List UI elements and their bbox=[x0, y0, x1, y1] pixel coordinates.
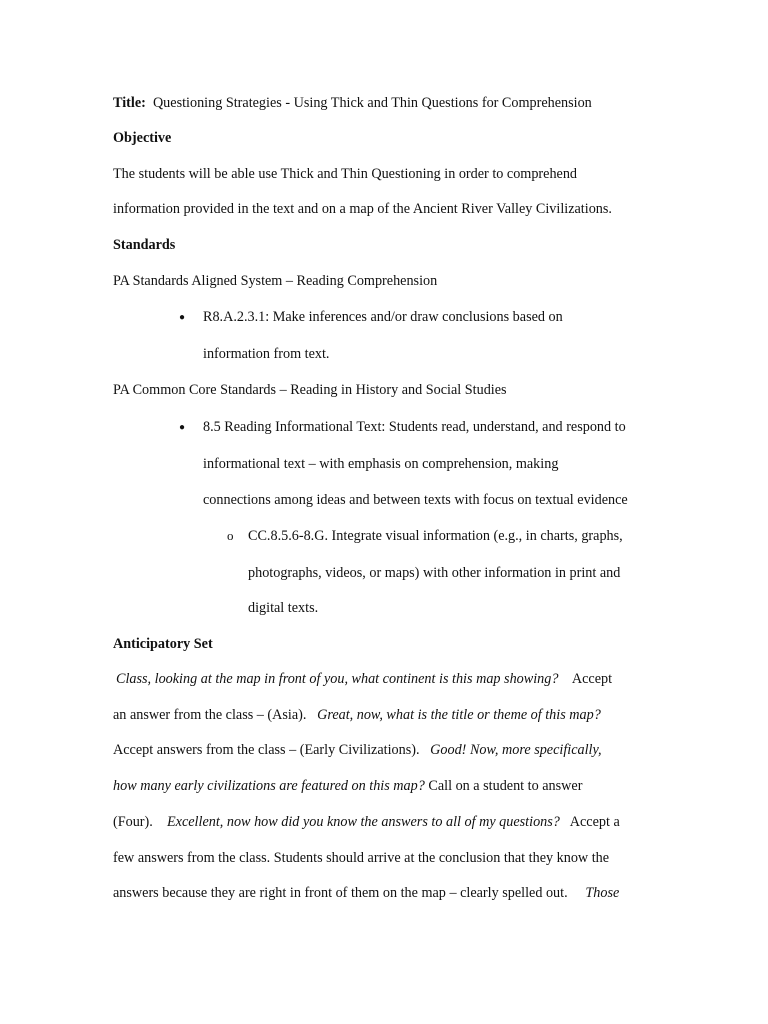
objective-line-2: information provided in the text and on a map of the Ancient River Valley Civilizations. bbox=[113, 201, 612, 217]
anticipatory-set-heading: Anticipatory Set bbox=[113, 636, 213, 652]
standard-item-2-line-2: informational text – with emphasis on comprehension, making bbox=[203, 456, 559, 472]
standards-heading: Standards bbox=[113, 237, 176, 253]
title-line bbox=[113, 94, 592, 112]
teacher-question: Excellent, now how did you know the answers to all of my questions? bbox=[167, 814, 560, 830]
title-text: Questioning Strategies - Using Thick and Thin Questions for Comprehension bbox=[152, 95, 592, 111]
sub-standard-line-2: photographs, videos, or maps) with other information in print and bbox=[248, 565, 621, 581]
sub-standard-line-3: digital texts. bbox=[248, 600, 319, 616]
bullet-icon: ● bbox=[179, 422, 186, 433]
objective-line-1: The students will be able use Thick and Thin Questioning in order to comprehend bbox=[113, 166, 578, 182]
anticipatory-line-5 bbox=[113, 813, 620, 831]
standard-item-1-line-2: information from text. bbox=[203, 346, 330, 362]
anticipatory-line-7 bbox=[113, 884, 619, 902]
teacher-question: how many early civilizations are featured on this map? bbox=[113, 778, 425, 794]
objective-heading: Objective bbox=[113, 130, 172, 146]
pa-core-line: PA Common Core Standards – Reading in History and Social Studies bbox=[113, 382, 507, 398]
anticipatory-line-6: few answers from the class. Students should arrive at the conclusion that they know the bbox=[113, 850, 610, 866]
anticipatory-line-3 bbox=[113, 741, 602, 759]
title-label: Title: bbox=[113, 95, 146, 111]
bullet-icon: ● bbox=[179, 312, 186, 323]
teacher-direction: Accept answers from the class – (Early Civilizations). bbox=[113, 742, 420, 758]
sub-bullet-icon: o bbox=[227, 528, 234, 543]
teacher-direction: answers because they are right in front of them on the map – clearly spelled out. bbox=[113, 885, 568, 901]
teacher-direction: Accept a bbox=[569, 814, 620, 830]
teacher-question: Those bbox=[585, 885, 620, 901]
standard-item-2-line-1: 8.5 Reading Informational Text: Students read, understand, and respond to bbox=[203, 419, 626, 435]
teacher-question: Class, looking at the map in front of you, what continent is this map showing? bbox=[116, 671, 559, 687]
sub-standard-line-1: CC.8.5.6-8.G. Integrate visual information (e.g., in charts, graphs, bbox=[248, 528, 623, 544]
teacher-direction: Accept bbox=[571, 671, 613, 687]
anticipatory-line-4 bbox=[113, 777, 582, 795]
teacher-direction: Call on a student to answer bbox=[428, 778, 583, 794]
teacher-question: Good! Now, more specifically, bbox=[430, 742, 602, 758]
pa-saas-line: PA Standards Aligned System – Reading Comprehension bbox=[113, 273, 438, 289]
standard-item-1-line-1: R8.A.2.3.1: Make inferences and/or draw conclusions based on bbox=[203, 309, 563, 325]
teacher-question: Great, now, what is the title or theme of this map? bbox=[317, 707, 601, 723]
teacher-direction: (Four). bbox=[113, 814, 153, 830]
standard-item-2-line-3: connections among ideas and between texts with focus on textual evidence bbox=[203, 492, 628, 508]
anticipatory-line-2 bbox=[113, 706, 601, 724]
teacher-direction: an answer from the class – (Asia). bbox=[113, 707, 307, 723]
anticipatory-line-1 bbox=[116, 670, 612, 688]
